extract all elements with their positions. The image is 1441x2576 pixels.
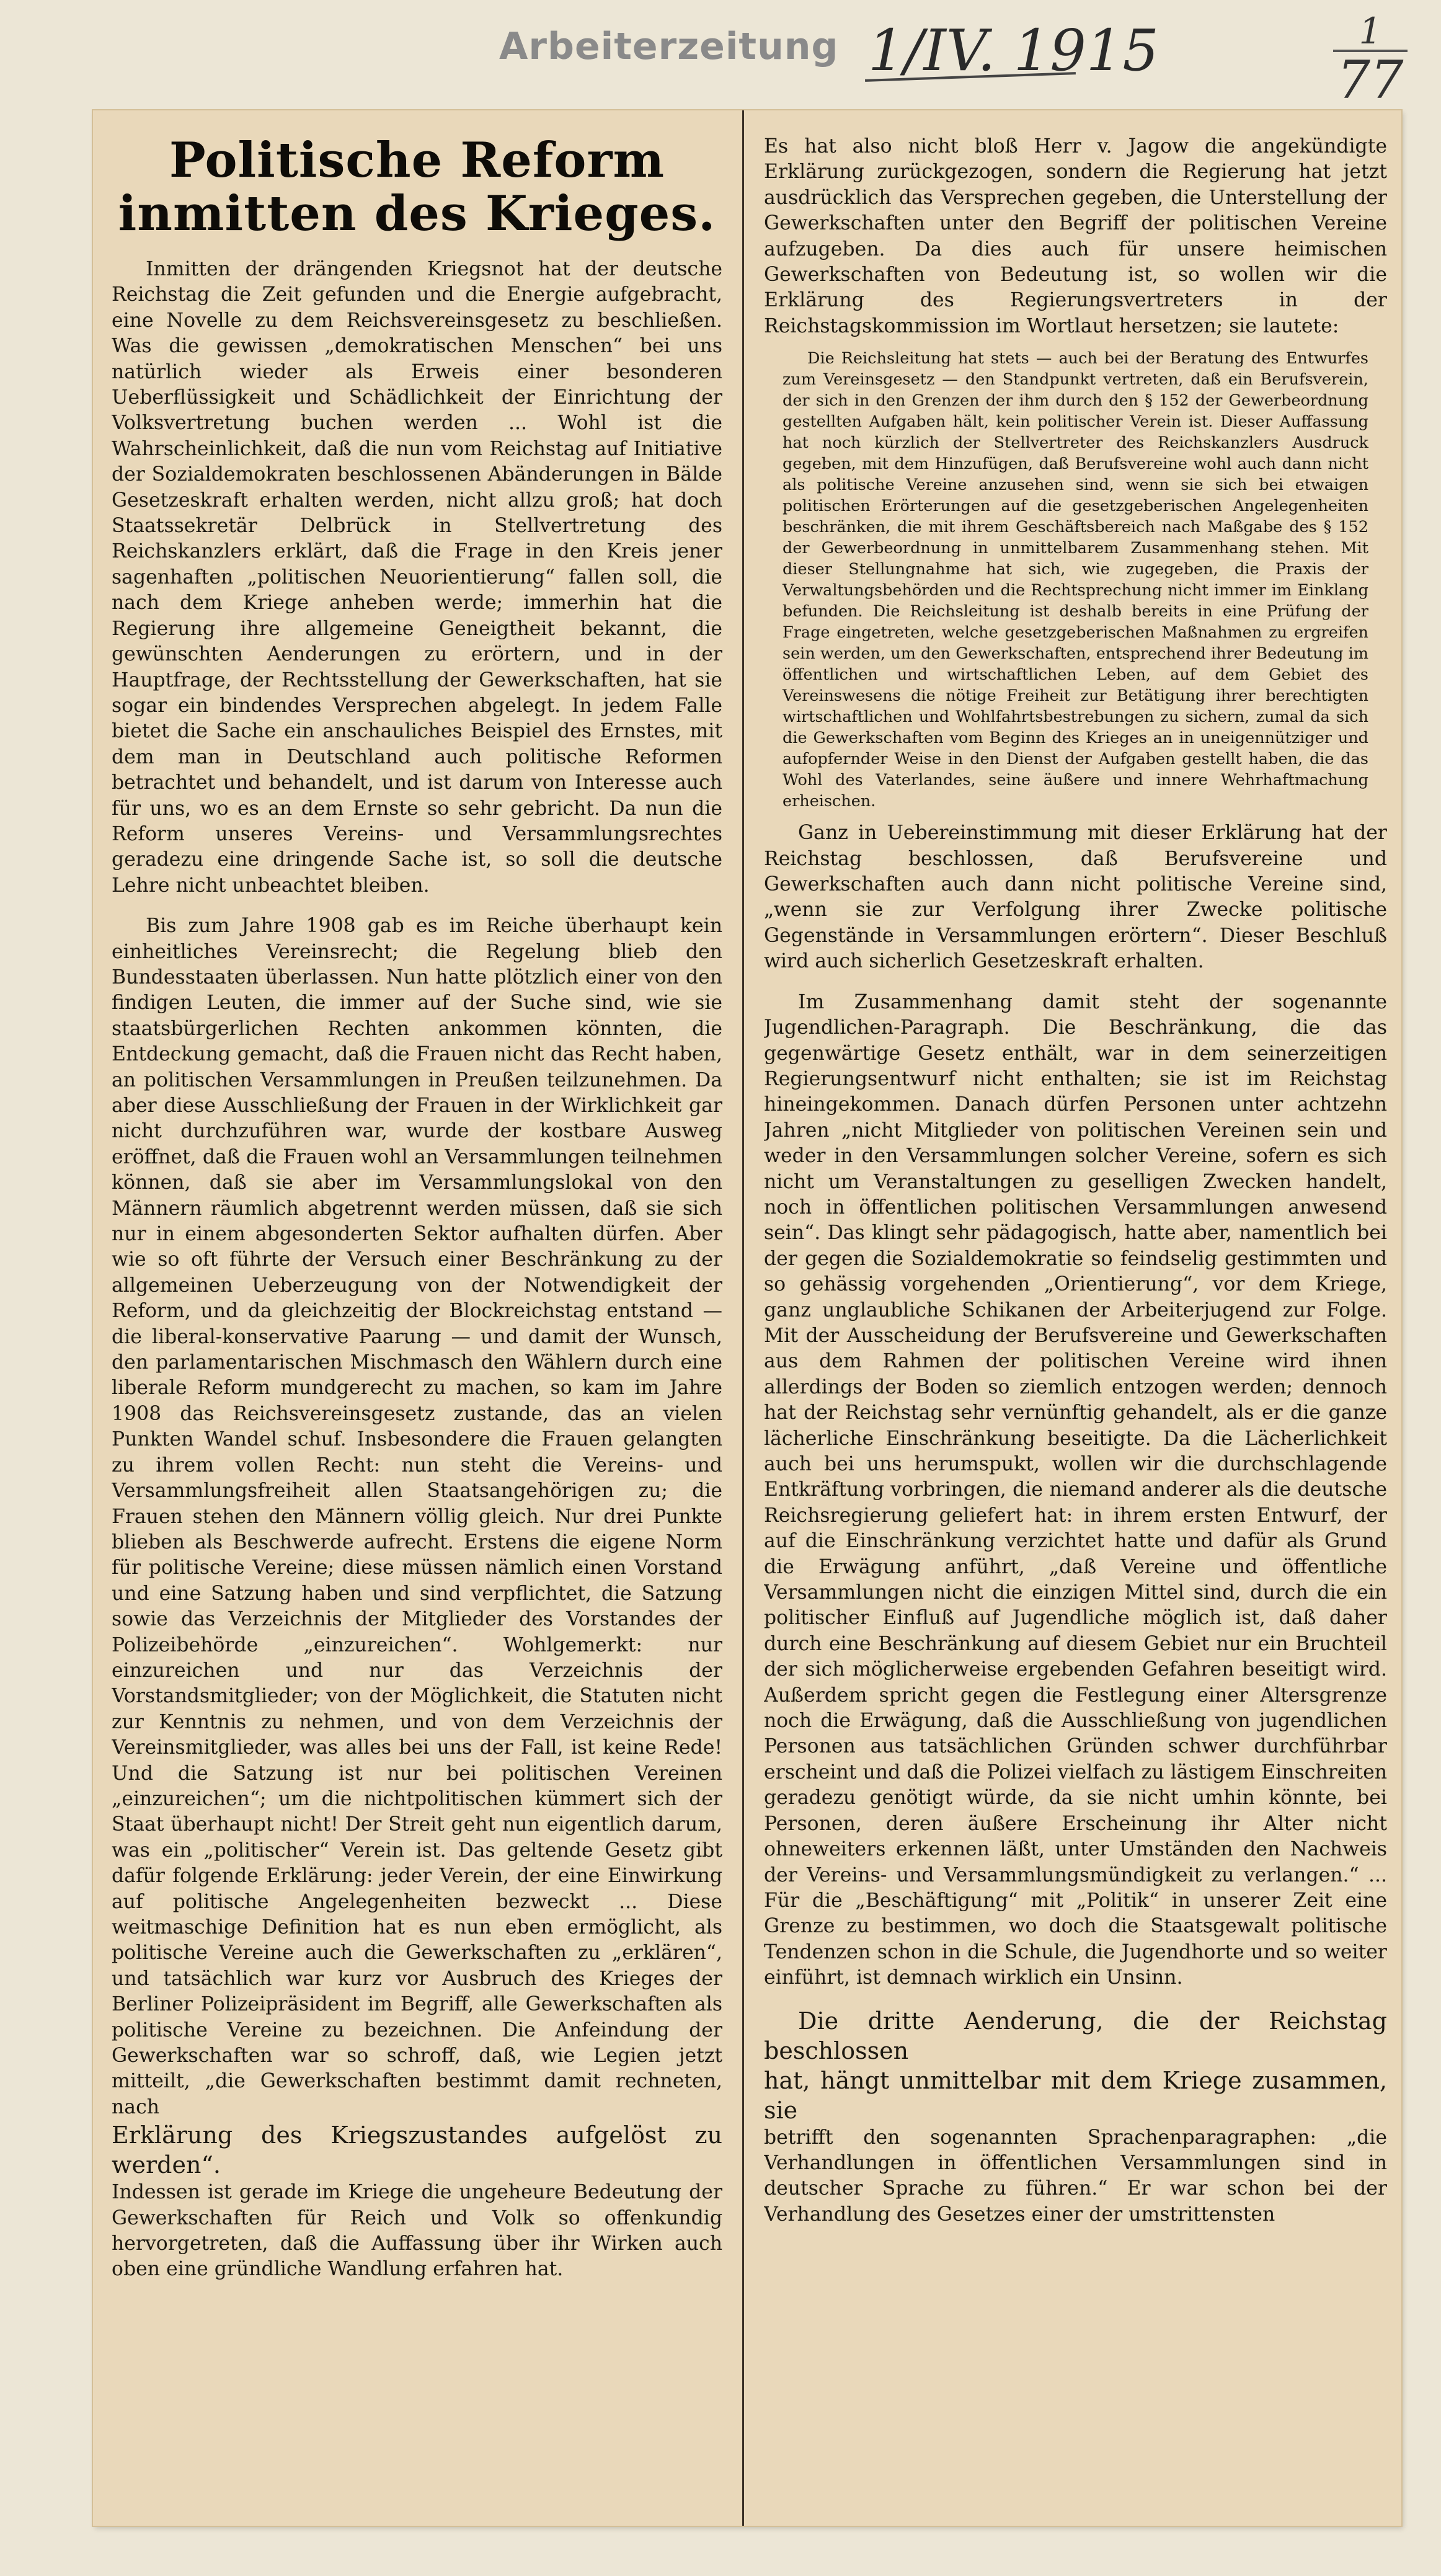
newspaper-stamp: Arbeiterzeitung — [499, 25, 839, 68]
left-paragraph-2: Bis zum Jahre 1908 gab es im Reiche überhaupt kein einheitliches Vereinsrecht; die Regelung blieb den Bundesstaaten überlassen. Nun hatte plötzlich einer von den findigen Leuten, die immer auf der Suche sind, wie sie staatsbürgerlichen Rechten ankommen könnten, die Entdeckung gemacht, daß die Frauen nicht das Recht haben, an politischen Versammlungen in Preußen teilzunehmen. Da aber diese Ausschließung der Frauen in der Wirklichkeit gar nicht durchzuführen war, wurde der kostbare Ausweg eröffnet, daß die Frauen wohl an Versammlungen teilnehmen können, daß sie aber im Versammlungslokal von den Männern räumlich abgetrennt werden müssen, daß sie sich nur in einem abgesonderten Sektor aufhalten dürfen. Aber wie so oft führte der Versuch einer Beschränkung zu der allgemeinen Ueberzeugung von der Notwendigkeit der Reform, und da gleichzeitig der Blockreichstag entstand — die liberal-konservative Paarung — und damit der Wunsch, den parlamentarischen Mischmasch den Wählern durch eine liberale Reform mundgerecht zu machen, so kam im Jahre 1908 das Reichsvereinsgesetz zustande, das an vielen Punkten Wandel schuf. Insbesondere die Frauen gelangten zu ihrem vollen Recht: nun steht die Vereins- und Versammlungsfreiheit allen Staatsangehörigen zu; die Frauen stehen den Männern völlig gleich. Nur drei Punkte blieben als Beschwerde aufrecht. Erstens die eigene Norm für politische Vereine; diese müssen nämlich einen Vorstand und eine Satzung haben und sind verpflichtet, die Satzung sowie das Verzeichnis der Mitglieder des Vorstandes der Polizeibehörde „einzureichen“. Wohlgemerkt: nur einzureichen und nur das Verzeichnis der Vorstandsmitglieder; von der Möglichkeit, die Statuten nicht zur Kenntnis zu nehmen, und von dem Verzeichnis der Vereinsmitglieder, was alles bei uns der Fall, ist keine Rede! Und die Satzung ist nur bei politischen Vereinen „einzureichen“; um die nichtpolitischen kümmert sich der Staat überhaupt nicht! Der Streit geht nun eigentlich darum, was ein „politischer“ Verein ist. Das geltende Gesetz gibt dafür folgende Erklärung: jeder Verein, der eine Einwirkung auf politische Angelegenheiten bezweckt ... Diese weitmaschige Definition hat es nun eben ermöglicht, als politische Vereine auch die Gewerkschaften zu „erklären“, und tatsächlich war kurz vor Ausbruch des Krieges der Berliner Polizeipräsident im Begriff, alle Gewerkschaften als politische Vereine zu bezeichnen. Die Anfeindung der Gewerkschaften war so schroff, daß, wie Legien jetzt mitteilt, „die Gewerkschaften bestimmt damit rechneten, nach — [112, 915, 722, 2118]
left-large-line: Erklärung des Kriegszustandes aufgelöst zu werden“. — [112, 2121, 722, 2179]
column-divider — [742, 110, 744, 2526]
right-paragraph-1: Ganz in Uebereinstimmung mit dieser Erklärung hat der Reichstag beschlossen, daß Berufsvereine und Gewerkschaften auch dann nicht politische Vereine sind, „wenn sie zur Verfolgung ihrer Zwecke politische Gegenstände in Versammlungen erörtern“. Dieser Beschluß wird auch sicherlich Gesetzeskraft erhalten. — [764, 822, 1387, 973]
newspaper-clipping — [93, 110, 1401, 2526]
page-number-top: 1 — [1359, 10, 1382, 52]
left-paragraph-tail: Indessen ist gerade im Kriege die ungeheure Bedeutung der Gewerkschaften für Reich und Volk so offenkundig hervorgetreten, daß die Auffassung über ihr Wirken auch oben eine gründliche Wandlung erfahren hat. — [112, 2181, 722, 2281]
right-paragraph-2: Im Zusammenhang damit steht der sogenannte Jugendlichen-Paragraph. Die Beschränkung, die das gegenwärtige Gesetz enthält, war in dem seinerzeitigen Regierungsentwurf nicht enthalten; sie ist im Reichstag hineingekommen. Danach dürfen Personen unter achtzehn Jahren „nicht Mitglieder von politischen Vereinen sein und weder in den Versammlungen solcher Vereine, sofern es sich nicht um Veranstaltungen zu geselligen Zwecken handelt, noch in öffentlichen politischen Versammlungen anwesend sein“. Das klingt sehr pädagogisch, hatte aber, namentlich bei der gegen die Sozialdemokratie so feindselig gestimmten und so gehässig vorgehenden „Orientierung“, vor dem Kriege, ganz unglaubliche Schikanen der Arbeiterjugend zur Folge. Mit der Ausscheidung der Berufsvereine und Gewerkschaften aus dem Rahmen der politischen Vereine wird ihnen allerdings der Boden so ziemlich entzogen werden; dennoch hat der Reichstag sehr vernünftig gehandelt, als er die ganze lächerliche Einschränkung beseitigte. Da die Lächerlichkeit auch bei uns herumspukt, wollen wir die durchschlagende Entkräftung vorbringen, die niemand anderer als die deutsche Reichsregierung geliefert hat: in ihrem ersten Entwurf, der auf die Einschränkung verzichtet hatte und dafür als Grund die Erwägung anführt, „daß Vereine und öffentliche Versammlungen nicht die einzigen Mittel sind, durch die ein politischer Einfluß auf Jugendliche möglich ist, daß daher durch eine Beschränkung auf diesem Gebiet nur ein Bruchteil der sich möglicherweise ergebenden Gefahren beseitigt wird. Außerdem spricht gegen die Festlegung einer Altersgrenze noch die Erwägung, daß die Ausschließung von jugendlichen Personen aus tatsächlichen Gründen schwer durchführbar erscheint und daß die Polizei vielfach zu lästigem Einschreiten geradezu genötigt würde, da sie nicht umhin könnte, bei Personen, deren äußere Erscheinung ihr Alter nicht ohneweiters erkennen läßt, unter Umständen den Nachweis der Vereins- und Versammlungsmündigkeit zu verlangen.“ ... Für die „Beschäftigung“ mit „Politik“ in unserer Zeit eine Grenze zu bestimmen, wo doch die Staatsgewalt politische Tendenzen schon in die Schule, die Jugendhorte und so weiter einführt, ist demnach wirklich ein Unsinn. — [764, 990, 1387, 1989]
government-statement-quote: Die Reichsleitung hat stets — auch bei der Beratung des Entwurfes zum Vereinsgesetz — den Standpunkt vertreten, daß ein Berufsverein, der sich in den Grenzen der ihm durch den § 152 der Gewerbeordnung gestellten Aufgaben hält, kein politischer Verein ist. Dieser Auffassung hat noch kürzlich der Stellvertreter des Reichskanzlers Ausdruck gegeben, mit dem Hinzufügen, daß Berufsvereine wohl auch dann nicht als politische Vereine anzusehen sind, wenn sie sich bei etwaigen politischen Erörterungen auf die gesetzgeberischen Angelegenheiten beschränken, die mit ihrem Geschäftsbereich nach Maßgabe des § 152 der Gewerbeordnung in unmittelbarem Zusammenhang stehen. Mit dieser Stellungnahme hat sich, wie zugegeben, die Praxis der Verwaltungsbehörden und die Rechtsprechung nicht immer im Einklang befunden. Die Reichsleitung ist deshalb bereits in eine Prüfung der Frage eingetreten, welche gesetzgeberischen Maßnahmen zu ergreifen sein werden, um den Gewerkschaften, entsprechend ihrer Bedeutung im öffentlichen und wirtschaftlichen Leben, auf dem Gebiet des Vereinswesens die nötige Freiheit zur Betätigung ihrer berechtigten wirtschaftlichen und Wohlfahrtsbestrebungen zu sichern, zumal da sich die Gewerkschaften vom Beginn des Krieges an in uneigennütziger und aufopfernder Weise in den Dienst der Aufgaben gestellt haben, die das Wohl des Vaterlandes, seine äußere und innere Wehrhaftmachung erheischen. — [783, 349, 1368, 811]
page-number — [1333, 12, 1408, 108]
right-column — [764, 110, 1387, 2526]
right-large-line-2: hat, hängt unmittelbar mit dem Kriege zusammen, sie — [764, 2066, 1387, 2124]
article-headline: Politische Reform inmitten des Krieges. — [118, 132, 716, 242]
right-intro-paragraph: Es hat also nicht bloß Herr v. Jagow die angekündigte Erklärung zurückgezogen, sondern die Regierung hat jetzt ausdrücklich das Versprechen gegeben, die Unterstellung der Gewerkschaften unter den Begriff der politischen Vereine aufzugeben. Da dies auch für unsere heimischen Gewerkschaften von Bedeutung ist, so wollen wir die Erklärung des Regierungsvertreters in der Reichstagskommission im Wortlaut hersetzen; sie lautete: — [764, 135, 1387, 337]
left-paragraph-1: Inmitten der drängenden Kriegsnot hat der deutsche Reichstag die Zeit gefunden und die Energie aufgebracht, eine Novelle zu dem Reichsvereinsgesetz zu beschließen. Was die gewissen „demokratischen Menschen“ bei uns natürlich wieder als Erweis einer besonderen Ueberflüssigkeit und Schädlichkeit der Einrichtung der Volksvertretung buchen werden ... Wohl ist die Wahrscheinlichkeit, daß die nun vom Reichstag auf Initiative der Sozialdemokraten beschlossenen Abänderungen in Bälde Gesetzeskraft erhalten werden, nicht allzu groß; hat doch Staatssekretär Delbrück in Stellvertretung des Reichskanzlers erklärt, daß die Frage in den Kreis jener sagenhaften „politischen Neuorientierung“ fallen soll, die nach dem Kriege anheben werde; immerhin hat die Regierung ihre allgemeine Geneigtheit bekannt, die gewünschten Aenderungen zu erörtern, und in der Hauptfrage, der Rechtsstellung der Gewerkschaften, hat sie sogar ein bindendes Versprechen abgelegt. In jedem Falle bietet die Sache ein anschauliches Beispiel des Ernstes, mit dem man in Deutschland auch politische Reformen betrachtet und behandelt, und ist darum von Interesse auch für uns, wo es an dem Ernste so sehr gebricht. Da nun die Reform unseres Vereins- und Versammlungsrechtes geradezu eine dringende Sache ist, so soll die deutsche Lehre nicht unbeachtet bleiben. — [112, 258, 722, 897]
handwritten-date: 1/IV. 1915 — [868, 17, 1159, 84]
page-number-bottom: 77 — [1333, 50, 1408, 108]
right-large-line-1: Die dritte Aenderung, die der Reichstag beschlossen — [764, 2007, 1387, 2064]
right-paragraph-tail: betrifft den sogenannten Sprachenparagraphen: „die Verhandlungen in öffentlichen Versammlungen sind in deutscher Sprache zu führen.“ Er war schon bei der Verhandlung des Gesetzes einer der umstrittensten — [764, 2126, 1387, 2226]
left-column — [112, 110, 722, 2526]
